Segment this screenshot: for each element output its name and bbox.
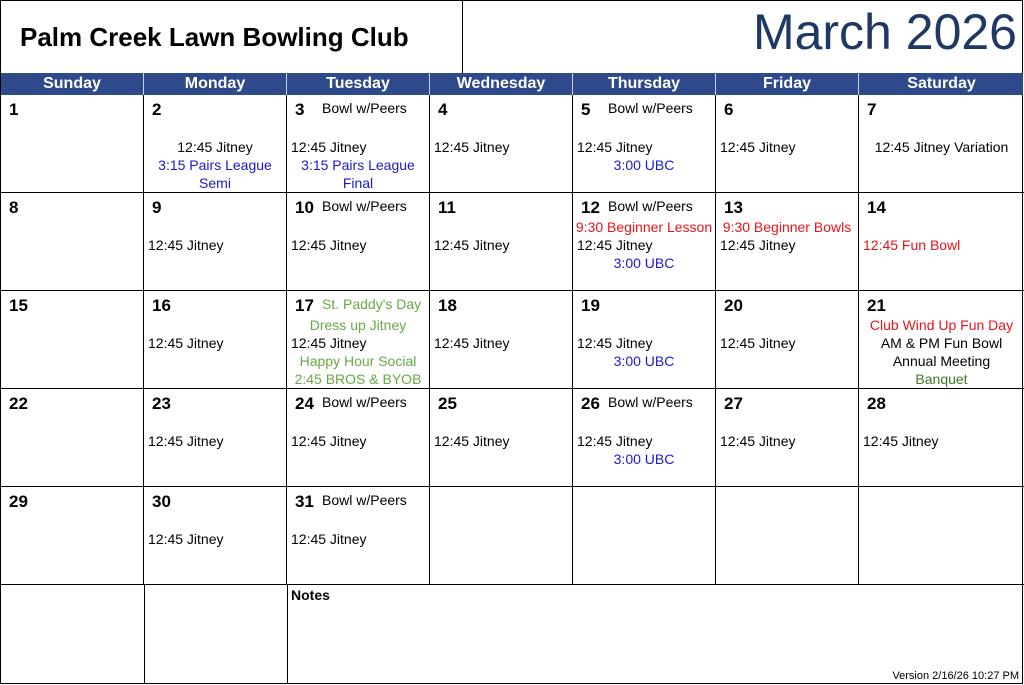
day-cell[interactable] xyxy=(287,193,430,291)
day-cell[interactable] xyxy=(859,95,1024,193)
notes-label: Notes xyxy=(291,587,330,603)
day-number: 27 xyxy=(724,394,743,413)
day-cell[interactable] xyxy=(144,95,287,193)
calendar-event: 12:45 Jitney xyxy=(148,531,224,547)
day-cell[interactable] xyxy=(859,291,1024,389)
day-number: 8 xyxy=(9,198,19,217)
day-cell[interactable] xyxy=(1,389,144,487)
calendar-event: 12:45 Jitney xyxy=(577,433,653,449)
calendar-event: 12:45 Jitney xyxy=(577,237,653,253)
calendar-event: Semi xyxy=(199,175,231,191)
day-cell[interactable] xyxy=(859,487,1024,585)
day-number: 2 xyxy=(152,100,162,119)
calendar-event: Final xyxy=(342,175,374,191)
day-inline-event: Bowl w/Peers xyxy=(322,492,407,508)
day-number: 9 xyxy=(152,198,162,217)
calendar-event: Happy Hour Social xyxy=(299,353,417,369)
day-number: 5 xyxy=(581,100,591,119)
club-name: Palm Creek Lawn Bowling Club xyxy=(20,21,409,52)
day-number: 12 xyxy=(581,198,600,217)
day-cell[interactable] xyxy=(430,291,573,389)
day-number: 15 xyxy=(9,296,28,315)
day-cell[interactable] xyxy=(287,291,430,389)
calendar-event: Annual Meeting xyxy=(892,353,991,369)
calendar-event: 2:45 BROS & BYOB xyxy=(294,371,422,387)
club-name-box xyxy=(1,1,463,73)
calendar-event: 12:45 Fun Bowl xyxy=(863,237,961,253)
day-cell[interactable] xyxy=(144,487,287,585)
day-cell[interactable] xyxy=(573,95,716,193)
day-number: 3 xyxy=(295,100,305,119)
weekday-thursday: Thursday xyxy=(573,73,716,95)
day-cell[interactable] xyxy=(430,487,573,585)
calendar-event: 12:45 Jitney xyxy=(434,335,510,351)
day-cell[interactable] xyxy=(716,389,859,487)
calendar-event: 12:45 Jitney xyxy=(720,139,796,155)
calendar-event: 12:45 Jitney xyxy=(434,237,510,253)
footer-blank-cell xyxy=(145,585,288,684)
day-cell[interactable] xyxy=(1,487,144,585)
day-cell[interactable] xyxy=(859,389,1024,487)
day-number: 14 xyxy=(867,198,886,217)
calendar-event: 3:15 Pairs League xyxy=(158,157,272,173)
day-number: 16 xyxy=(152,296,171,315)
calendar-event: Banquet xyxy=(915,371,968,387)
calendar-event: AM & PM Fun Bowl xyxy=(880,335,1003,351)
day-cell[interactable] xyxy=(287,389,430,487)
calendar-event: 12:45 Jitney xyxy=(577,139,653,155)
day-inline-event: St. Paddy's Day xyxy=(322,296,422,312)
day-cell[interactable] xyxy=(859,193,1024,291)
day-inline-event: Bowl w/Peers xyxy=(608,394,693,410)
day-number: 25 xyxy=(438,394,457,413)
day-number: 31 xyxy=(295,492,314,511)
day-number: 1 xyxy=(9,100,19,119)
calendar-event: 12:45 Jitney xyxy=(148,335,224,351)
day-number: 29 xyxy=(9,492,28,511)
day-cell[interactable] xyxy=(430,193,573,291)
weekday-wednesday: Wednesday xyxy=(430,73,573,95)
month-title: March 2026 xyxy=(752,4,1017,60)
day-number: 22 xyxy=(9,394,28,413)
day-inline-event: Bowl w/Peers xyxy=(322,394,407,410)
footer-blank-cell xyxy=(1,585,145,684)
calendar-event: 3:00 UBC xyxy=(613,451,675,467)
calendar-grid xyxy=(1,95,1023,585)
day-number: 30 xyxy=(152,492,171,511)
day-number: 10 xyxy=(295,198,314,217)
weekday-sunday: Sunday xyxy=(1,73,144,95)
day-cell[interactable] xyxy=(573,487,716,585)
day-inline-event: Bowl w/Peers xyxy=(608,100,693,116)
calendar-event: 12:45 Jitney xyxy=(177,139,253,155)
calendar-event: 3:00 UBC xyxy=(613,157,675,173)
day-number: 4 xyxy=(438,100,448,119)
weekday-header-bar xyxy=(1,73,1023,95)
calendar-footer xyxy=(1,585,1023,684)
weekday-friday: Friday xyxy=(716,73,859,95)
day-cell[interactable] xyxy=(573,291,716,389)
calendar-event: 12:45 Jitney xyxy=(720,237,796,253)
day-cell[interactable] xyxy=(287,487,430,585)
day-number: 21 xyxy=(867,296,886,315)
calendar-event: Club Wind Up Fun Day xyxy=(869,317,1014,333)
day-number: 7 xyxy=(867,100,877,119)
calendar-event: 12:45 Jitney Variation xyxy=(874,139,1009,155)
weekday-saturday: Saturday xyxy=(907,75,976,92)
day-number: 26 xyxy=(581,394,600,413)
day-cell[interactable] xyxy=(716,95,859,193)
calendar-event: 3:15 Pairs League xyxy=(301,157,415,173)
day-cell[interactable] xyxy=(287,95,430,193)
calendar-event: 12:45 Jitney xyxy=(291,335,367,351)
day-cell[interactable] xyxy=(573,389,716,487)
day-cell[interactable] xyxy=(430,95,573,193)
calendar-event: 12:45 Jitney xyxy=(148,433,224,449)
day-number: 13 xyxy=(724,198,743,217)
calendar-event: 12:45 Jitney xyxy=(577,335,653,351)
day-number: 20 xyxy=(724,296,743,315)
calendar-event: 12:45 Jitney xyxy=(863,433,939,449)
day-number: 11 xyxy=(438,198,456,217)
calendar-event: 3:00 UBC xyxy=(613,255,675,271)
day-cell[interactable] xyxy=(716,193,859,291)
day-inline-event: Bowl w/Peers xyxy=(608,198,693,214)
calendar-event: 12:45 Jitney xyxy=(291,237,367,253)
calendar-event: 9:30 Beginner Bowls xyxy=(722,219,852,235)
day-inline-event: Bowl w/Peers xyxy=(322,100,407,116)
calendar-event: Dress up Jitney xyxy=(309,317,407,333)
day-cell[interactable] xyxy=(144,291,287,389)
day-number: 28 xyxy=(867,394,886,413)
calendar-event: 12:45 Jitney xyxy=(434,139,510,155)
calendar-event: 12:45 Jitney xyxy=(720,433,796,449)
day-cell[interactable] xyxy=(144,389,287,487)
day-number: 17 xyxy=(295,296,314,315)
weekday-monday: Monday xyxy=(144,73,287,95)
day-cell[interactable] xyxy=(1,291,144,389)
calendar-event: 12:45 Jitney xyxy=(720,335,796,351)
day-number: 24 xyxy=(295,394,314,413)
day-cell[interactable] xyxy=(716,487,859,585)
day-number: 19 xyxy=(581,296,600,315)
calendar-event: 12:45 Jitney xyxy=(434,433,510,449)
day-cell[interactable] xyxy=(1,95,144,193)
version-stamp: Version 2/16/26 10:27 PM xyxy=(892,670,1019,682)
calendar-event: 9:30 Beginner Lesson xyxy=(575,219,713,235)
day-cell[interactable] xyxy=(716,291,859,389)
calendar-header xyxy=(1,1,1023,73)
day-cell[interactable] xyxy=(573,193,716,291)
weekday-tuesday: Tuesday xyxy=(287,73,430,95)
calendar-event: 12:45 Jitney xyxy=(148,237,224,253)
calendar-event: 12:45 Jitney xyxy=(291,531,367,547)
calendar-event: 12:45 Jitney xyxy=(291,433,367,449)
calendar-event: 3:00 UBC xyxy=(613,353,675,369)
day-number: 18 xyxy=(438,296,457,315)
day-cell[interactable] xyxy=(144,193,287,291)
day-cell[interactable] xyxy=(430,389,573,487)
calendar-event: 12:45 Jitney xyxy=(291,139,367,155)
day-cell[interactable] xyxy=(1,193,144,291)
day-inline-event: Bowl w/Peers xyxy=(322,198,407,214)
day-number: 23 xyxy=(152,394,171,413)
day-number: 6 xyxy=(724,100,734,119)
